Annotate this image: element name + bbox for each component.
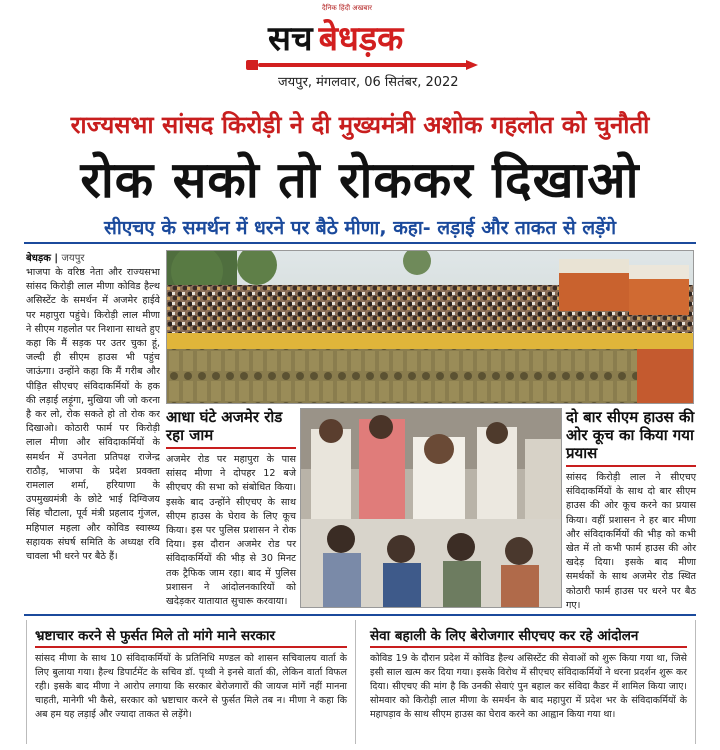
byline-source: बेधड़क bbox=[26, 253, 51, 264]
masthead-tagline: दैनिक हिंदी अखबार bbox=[322, 4, 373, 12]
byline-place: जयपुर bbox=[61, 253, 85, 264]
corruption-title: भ्रष्टाचार करने से फुर्सत मिले तो मांगे माने सरकार bbox=[35, 628, 275, 644]
divider bbox=[24, 614, 696, 616]
pen-tip-icon bbox=[466, 60, 478, 70]
newspaper-logo bbox=[268, 14, 403, 68]
road-jam-body: अजमेर रोड पर महापुरा के पास सांसद मीणा ने दोपहर 12 बजे सीएचए की सभा को संबोधित किया। इसके बाद उन्होंने सीएचए के साथ सीएम हाउस के घेराव के लिए कूच किया। इस पर पुलिस प्रशासन ने रोक दिया। इस दौरान अजमेर रोड पर संविदाकर्मियों की भीड़ से 30 मिनट तक ट्रैफिक जाम रहा। बाद में पुलिस प्रशासन ने आंदोलनकारियों को खदेड़कर यातायात सुचारू करवाया। bbox=[166, 454, 296, 608]
cm-house-march-box bbox=[566, 408, 696, 611]
divider bbox=[24, 242, 696, 244]
sit-in-illustration bbox=[301, 409, 562, 608]
logo-text-red: बेधड़क bbox=[318, 19, 404, 59]
lead-story bbox=[26, 250, 160, 610]
byline: बेधड़क | जयपुर bbox=[26, 253, 85, 264]
divider bbox=[35, 646, 347, 648]
kicker-headline: राज्यसभा सांसद किरोड़ी ने दी मुख्यमंत्री अशोक गहलोत को चुनौती bbox=[70, 111, 650, 139]
protest-crowd-photo bbox=[166, 250, 694, 404]
cm-house-march-body: सांसद किरोड़ी लाल ने सीएचए संविदाकर्मियों के साथ दो बार सीएम हाउस की ओर कूच करने का प्रयास किया। वहीं प्रशासन ने हर बार मीणा और संविदाकर्मियों की भीड़ को कभी खेत में तो कभी फार्म हाउस की ओर खदेड़ दिया। इसके बाद मीणा समर्थकों के साथ अजमेर रोड स्थित कोठारी फार्म हाउस पर धरने पर बैठ गए। bbox=[566, 472, 696, 611]
road-jam-title: आधा घंटे अजमेर रोड रहा जाम bbox=[166, 408, 283, 444]
road-jam-box bbox=[166, 408, 296, 608]
service-restoration-body: कोविड 19 के दौरान प्रदेश में कोविड हैल्थ असिस्टेंट की सेवाओं को शुरू किया गया था, जिसे इसी साल खत्म कर दिया गया। इसके विरोध में सीएचए संविदाकर्मियों ने धरना प्रदर्शन शुरू कर दिया। सीएचए की मांग है कि उनकी सेवाएं पुन बहाल कर संविदा कैडर में शामिल किया जाए। सोमवार को किरोड़ी लाल मीणा के समर्थन के बाद महापुरा में प्रदेश भर के संविदाकर्मियों के महापड़ाव के साथ सीएम हाउस का घेराव करने का आह्वान किया गया था। bbox=[370, 653, 687, 720]
pen-back-icon bbox=[246, 60, 258, 70]
subheadline: सीएचए के समर्थन में धरने पर बैठे मीणा, कहा- लड़ाई और ताकत से लड़ेंगे bbox=[103, 217, 617, 239]
corruption-body: सांसद मीणा के साथ 10 संविदाकर्मियों के प्रतिनिधि मण्डल को शासन सचिवालय वार्ता के लिए बुलाया गया। हैल्थ डिपार्टमेंट के सचिव डॉ. पृथ्वी ने इनसे वार्ता की, लेकिन वार्ता विफल रही। इसके बाद मीणा ने आरोप लगाया कि सरकार बेरोजगारों की जायज मांगें नहीं मानना चाहती, मानेगी भी कैसे, सरकार को भ्रष्टाचार करने से फुर्सत मिले तब न। मीणा ने कहा कि अब हम यह लड़ाई और ज्यादा ताकत से लड़ेंगे। bbox=[35, 653, 347, 720]
service-restoration-box bbox=[362, 620, 696, 744]
cm-house-march-title: दो बार सीएम हाउस की ओर कूच का किया गया प्रयास bbox=[566, 408, 695, 462]
divider bbox=[370, 646, 687, 648]
logo-text-black: सच bbox=[268, 19, 313, 59]
main-headline: रोक सको तो रोककर दिखाओ bbox=[80, 151, 640, 209]
protest-crowd-illustration bbox=[167, 251, 694, 404]
divider bbox=[566, 465, 696, 467]
corruption-box bbox=[26, 620, 356, 744]
masthead bbox=[0, 0, 720, 100]
service-restoration-title: सेवा बहाली के लिए बेरोजगार सीएचए कर रहे आंदोलन bbox=[370, 628, 639, 644]
divider bbox=[166, 447, 296, 449]
pen-icon bbox=[258, 63, 468, 67]
dateline: जयपुर, मंगलवार, 06 सितंबर, 2022 bbox=[278, 75, 459, 90]
lead-story-body: भाजपा के वरिष्ठ नेता और राज्यसभा सांसद किरोड़ी लाल मीणा कोविड हैल्थ असिस्टेंट के समर्थन में अजमेर हाईवे पर महापुरा पहुंचे। किरोड़ी लाल मीणा ने सीएम गहलोत पर निशाना साधते हुए कहा कि मैं सड़क पर उतर चुका हूं, जल्दी ही सीएम हाउस भी पहुंच जाऊंगा। उन्होंने कहा कि मैं गरीब और पीड़ित सीएचए संविदाकर्मियों के हक की लड़ाई लड़ूंगा, मुखिया जी जो करना है कर लो, रोक सकते हो तो रोक कर दिखाओ। कोठारी फार्म पर किरोड़ी लाल मीणा और संविदाकर्मियों के समर्थन में उपनेता प्रतिपक्ष राजेन्द्र राठौड़, भाजपा के प्रदेश प्रवक्ता रामलाल शर्मा, हरियाणा के उपमुख्यमंत्री के छोटे भाई दिग्विजय सिंह चौटाला, पूर्व मंत्री प्रहलाद गुंजल, महिपाल महला और कोविड स्वास्थ्य सहायक संघर्ष समिति के अध्यक्ष रवि चावला भी धरने पर बैठे हैं। bbox=[26, 267, 160, 563]
sit-in-photo bbox=[300, 408, 562, 608]
